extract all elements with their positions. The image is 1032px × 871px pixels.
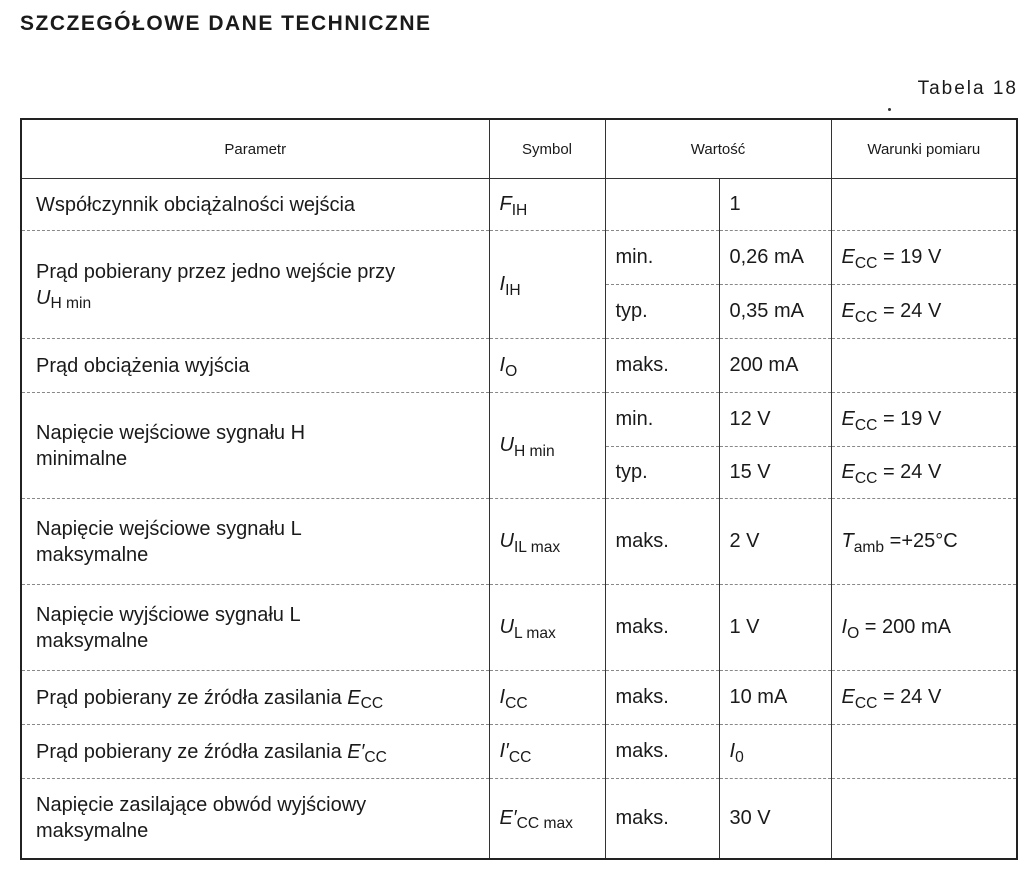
table-row <box>21 499 1017 585</box>
value-cell: 1 V <box>719 585 831 671</box>
page-heading: SZCZEGÓŁOWE DANE TECHNICZNE <box>20 12 432 35</box>
header-param: Parametr <box>21 119 489 179</box>
symbol-cell: $I'_{CC}$ <box>489 725 605 779</box>
param-cell: Napięcie zasilające obwód wyjściowy maksymalne <box>21 779 489 859</box>
table-row <box>21 179 1017 231</box>
value-cell: 15 V <box>719 447 831 499</box>
table-row <box>21 393 1017 447</box>
symbol-cell: $U_{L max}$ <box>489 585 605 671</box>
value-cell: 30 V <box>719 779 831 859</box>
param-cell: Prąd pobierany ze źródła zasilania $E'_{CC}$ <box>21 725 489 779</box>
table-row <box>21 779 1017 859</box>
level-cell: maks. <box>605 499 719 585</box>
level-cell: min. <box>605 231 719 285</box>
print-speck <box>888 108 891 111</box>
table-row <box>21 339 1017 393</box>
symbol-cell: $U_{H min}$ <box>489 393 605 499</box>
symbol-cell: $F_{IH}$ <box>489 179 605 231</box>
condition-cell: $E_{CC} = 19$ V <box>831 393 1017 447</box>
level-cell: typ. <box>605 447 719 499</box>
value-cell: 12 V <box>719 393 831 447</box>
header-conditions: Warunki pomiaru <box>831 119 1017 179</box>
condition-cell: $E_{CC} = 19$ V <box>831 231 1017 285</box>
technical-data-table <box>20 118 1018 860</box>
value-cell: $I_0$ <box>719 725 831 779</box>
symbol-cell: $I_O$ <box>489 339 605 393</box>
value-cell: 0,26 mA <box>719 231 831 285</box>
param-cell: Prąd obciążenia wyjścia <box>21 339 489 393</box>
param-cell: Napięcie wejściowe sygnału L maksymalne <box>21 499 489 585</box>
table-row <box>21 585 1017 671</box>
level-cell: typ. <box>605 285 719 339</box>
param-cell: Prąd pobierany ze źródła zasilania $E_{CC}$ <box>21 671 489 725</box>
condition-cell: $I_O = 200$ mA <box>831 585 1017 671</box>
param-cell: Współczynnik obciążalności wejścia <box>21 179 489 231</box>
param-cell: Napięcie wejściowe sygnału H minimalne <box>21 393 489 499</box>
symbol-cell: $E'_{CC max}$ <box>489 779 605 859</box>
value-cell: 10 mA <box>719 671 831 725</box>
level-cell: maks. <box>605 779 719 859</box>
level-cell: maks. <box>605 671 719 725</box>
level-cell <box>605 179 719 231</box>
level-cell: maks. <box>605 339 719 393</box>
symbol-cell: $U_{IL max}$ <box>489 499 605 585</box>
value-cell: 2 V <box>719 499 831 585</box>
condition-cell: $T_{amb} =+25^\circ C$ <box>831 499 1017 585</box>
condition-cell: $E_{CC} = 24$ V <box>831 285 1017 339</box>
condition-cell <box>831 339 1017 393</box>
level-cell: maks. <box>605 725 719 779</box>
condition-cell: $E_{CC} = 24$ V <box>831 447 1017 499</box>
value-cell: 200 mA <box>719 339 831 393</box>
table-row <box>21 671 1017 725</box>
condition-cell: $E_{CC} = 24$ V <box>831 671 1017 725</box>
condition-cell <box>831 725 1017 779</box>
table-row <box>21 231 1017 285</box>
level-cell: min. <box>605 393 719 447</box>
value-cell: 0,35 mA <box>719 285 831 339</box>
param-cell: Prąd pobierany przez jedno wejście przy $U_{H min}$ <box>21 231 489 339</box>
condition-cell <box>831 179 1017 231</box>
table-row <box>21 725 1017 779</box>
header-symbol: Symbol <box>489 119 605 179</box>
table-header-row <box>21 119 1017 179</box>
symbol-cell: $I_{IH}$ <box>489 231 605 339</box>
level-cell: maks. <box>605 585 719 671</box>
symbol-cell: $I_{CC}$ <box>489 671 605 725</box>
header-value: Wartość <box>605 119 831 179</box>
param-cell: Napięcie wyjściowe sygnału L maksymalne <box>21 585 489 671</box>
condition-cell <box>831 779 1017 859</box>
table-number: Tabela 18 <box>917 78 1018 99</box>
value-cell: 1 <box>719 179 831 231</box>
